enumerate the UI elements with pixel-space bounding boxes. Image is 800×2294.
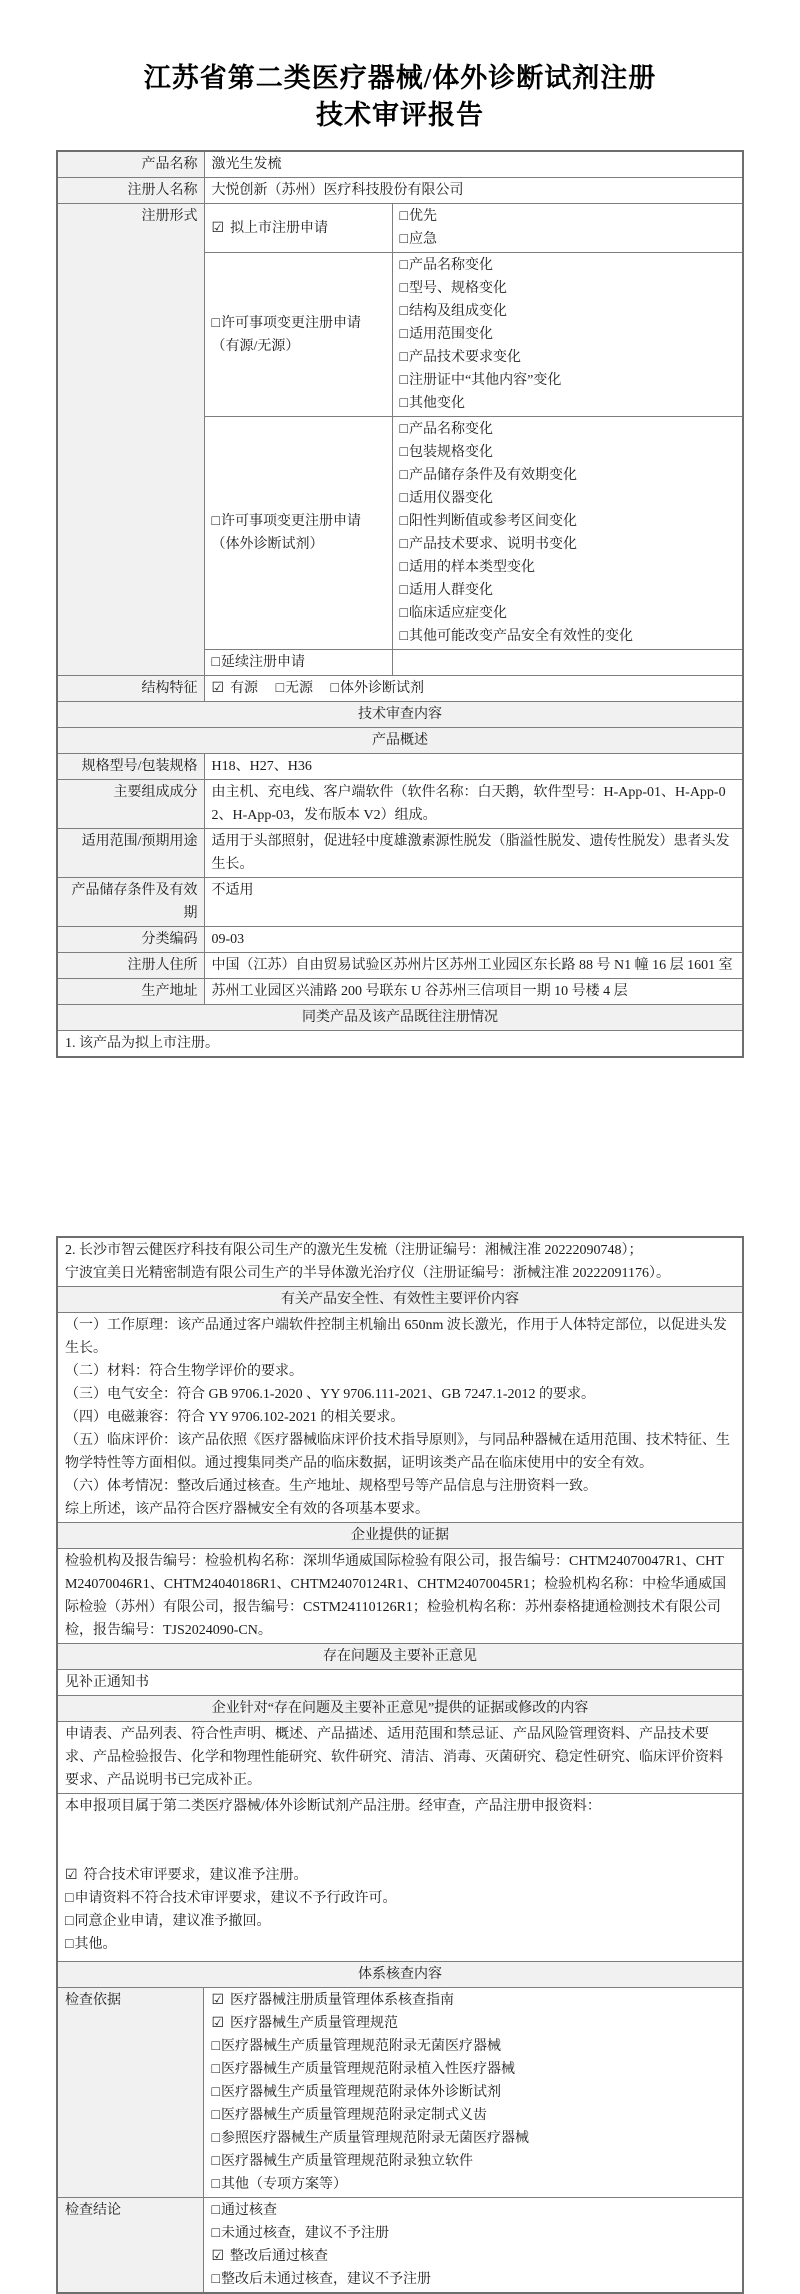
table-row: [57, 927, 743, 953]
safety-evaluation-content: [57, 1313, 743, 1523]
checkbox-item: [212, 681, 259, 696]
checkbox-item: [400, 346, 736, 369]
evaluation-item: （五）临床评价：该产品依照《医疗器械临床评价技术指导原则》，与同品种器械在适用范围、技术特征、生物学特性等方面相似。通过搜集同类产品的临床数据，证明该类产品在临床使用中的安全有效。: [64, 1433, 730, 1471]
checkbox-sublabel: （有源/无源）: [211, 338, 300, 354]
checkbox-item: [400, 277, 736, 300]
checkbox-label: 体外诊断试剂: [340, 681, 424, 696]
checkbox-item: [211, 2222, 735, 2245]
section-header-enterprise-evidence: 企业提供的证据: [57, 1523, 743, 1549]
blank-line: [65, 1818, 735, 1864]
checkbox-item: [400, 510, 736, 533]
checkbox-unchecked-icon: □: [64, 1914, 74, 1929]
checkbox-unchecked-icon: □: [399, 373, 408, 388]
checkbox-unchecked-icon: □: [399, 629, 408, 644]
section-header-technical-review: 技术审查内容: [57, 702, 743, 728]
checkbox-label: 型号、规格变化: [408, 281, 507, 296]
checkbox-label: 其他（专项方案等）: [220, 2177, 347, 2192]
checkbox-unchecked-icon: □: [399, 396, 408, 411]
checkbox-unchecked-icon: □: [211, 514, 220, 529]
checkbox-checked-icon: ☑: [211, 2249, 225, 2264]
product-name-label: 产品名称: [57, 151, 204, 178]
table-row: [57, 829, 743, 878]
checkbox-label: 产品储存条件及有效期变化: [408, 468, 577, 483]
spec-value: H18、H27、H36: [204, 754, 743, 780]
review-conclusion-cell: [57, 1794, 743, 1962]
checkbox-item: [276, 681, 313, 696]
checkbox-item: [400, 205, 736, 228]
checkbox-item: [211, 2173, 735, 2196]
change-av-cell: [204, 253, 392, 417]
proposed-registration-cell: [204, 204, 392, 253]
checkbox-unchecked-icon: □: [399, 445, 408, 460]
checkbox-unchecked-icon: □: [399, 468, 408, 483]
checkbox-item: [211, 2127, 735, 2150]
table-row: [57, 979, 743, 1005]
scope-label: 适用范围/预期用途: [57, 829, 204, 878]
checkbox-label: 拟上市注册申请: [230, 220, 329, 236]
checkbox-unchecked-icon: □: [211, 315, 220, 331]
checkbox-unchecked-icon: □: [211, 2154, 220, 2169]
registrant-address-label: 注册人住所: [57, 953, 204, 979]
checkbox-label: 包装规格变化: [408, 445, 493, 460]
class-code-label: 分类编码: [57, 927, 204, 953]
components-value: 由主机、充电线、客户端软件（软件名称：白天鹅，软件型号：H-App-01、H-App-02、H-App-03，发布版本 V2）组成。: [204, 780, 743, 829]
table-row: [57, 204, 743, 253]
checkbox-label: 整改后通过核查: [230, 2249, 329, 2264]
checkbox-unchecked-icon: □: [211, 2226, 220, 2241]
checkbox-checked-icon: ☑: [64, 1868, 78, 1883]
checkbox-label: 延续注册申请: [220, 655, 305, 670]
section-header-system-inspection: 体系核查内容: [57, 1962, 743, 1988]
prior-registration-item-2-line-2: 宁波宜美日光精密制造有限公司生产的半导体激光治疗仪（注册证编号：浙械注准 20222091176）。: [64, 1266, 670, 1281]
checkbox-label: 许可事项变更注册申请: [220, 315, 361, 331]
checkbox-item: [400, 369, 736, 392]
checkbox-label: 医疗器械生产质量管理规范附录定制式义齿: [220, 2108, 487, 2123]
checkbox-label: 适用人群变化: [408, 583, 493, 598]
table-row: [57, 1287, 743, 1313]
checkbox-label: 适用仪器变化: [408, 491, 493, 506]
inspection-result-label: 检查结论: [57, 2198, 204, 2294]
table-row: [57, 702, 743, 728]
checkbox-item: [400, 579, 736, 602]
checkbox-label: 通过核查: [220, 2203, 277, 2218]
checkbox-checked-icon: ☑: [211, 2016, 225, 2031]
prior-registration-item-2-line-1: 2. 长沙市智云健医疗科技有限公司生产的激光生发梳（注册证编号：湘械注准 20222090748）；: [64, 1243, 643, 1258]
table-row: [57, 1237, 743, 1287]
table-row: [57, 1005, 743, 1031]
table-row: [57, 1988, 743, 2198]
registrant-name-label: 注册人名称: [57, 178, 204, 204]
checkbox-label: 医疗器械注册质量管理体系核查指南: [230, 1993, 455, 2008]
checkbox-item: [211, 2199, 735, 2222]
checkbox-item: [400, 625, 736, 648]
checkbox-item: [400, 323, 736, 346]
checkbox-unchecked-icon: □: [399, 491, 408, 506]
checkbox-unchecked-icon: □: [399, 537, 408, 552]
checkbox-label: 整改后未通过核查，建议不予注册: [220, 2272, 431, 2287]
checkbox-item: [211, 2058, 735, 2081]
change-ivd-cell: [204, 417, 392, 650]
checkbox-unchecked-icon: □: [211, 2203, 220, 2218]
checkbox-label: 产品名称变化: [408, 422, 493, 437]
checkbox-sublabel: （体外诊断试剂）: [211, 537, 324, 552]
checkbox-checked-icon: ☑: [211, 1993, 225, 2008]
checkbox-label: 医疗器械生产质量管理规范: [230, 2016, 399, 2031]
table-row: [57, 1696, 743, 1722]
checkbox-label: 产品技术要求变化: [408, 350, 521, 365]
checkbox-unchecked-icon: □: [211, 2062, 220, 2077]
checkbox-item: [212, 221, 329, 236]
checkbox-label: 临床适应症变化: [408, 606, 507, 621]
table-row: [57, 1794, 743, 1962]
registration-form-label: 注册形式: [57, 204, 204, 676]
checkbox-item: [211, 2081, 735, 2104]
checkbox-checked-icon: ☑: [211, 220, 225, 236]
checkbox-item: [400, 441, 736, 464]
checkbox-item: [331, 681, 424, 696]
checkbox-item: [400, 228, 736, 251]
checkbox-unchecked-icon: □: [211, 655, 220, 670]
checkbox-label: 医疗器械生产质量管理规范附录体外诊断试剂: [220, 2085, 501, 2100]
checkbox-label: 其他可能改变产品安全有效性的变化: [408, 629, 633, 644]
section-header-corrections: 企业针对“存在问题及主要补正意见”提供的证据或修改的内容: [57, 1696, 743, 1722]
checkbox-item: [65, 1933, 735, 1956]
checkbox-unchecked-icon: □: [399, 304, 408, 319]
production-address-label: 生产地址: [57, 979, 204, 1005]
table-row: [57, 878, 743, 927]
checkbox-unchecked-icon: □: [211, 2177, 220, 2192]
production-address-value: 苏州工业园区兴浦路 200 号联东 U 谷苏州三信项目一期 10 号楼 4 层: [204, 979, 743, 1005]
checkbox-label: 有源: [230, 681, 259, 696]
inspection-basis-label: 检查依据: [57, 1988, 204, 2198]
checkbox-label: 适用范围变化: [408, 327, 493, 342]
checkbox-unchecked-icon: □: [399, 327, 408, 342]
enterprise-evidence-content: 检验机构及报告编号：检验机构名称：深圳华通威国际检验有限公司，报告编号：CHTM24070047R1、CHTM24070046R1、CHTM24040186R1、CHTM24070124R1、CHTM24070045R1；检验机构名称：中检华通威国际检验（苏州）有限公司，报告编号：CSTM24110126R1；检验机构名称：苏州泰格捷通检测技术有限公司检，报告编号：TJS2024090-CN。: [57, 1549, 743, 1644]
checkbox-item: [212, 655, 305, 670]
checkbox-unchecked-icon: □: [399, 209, 408, 224]
checkbox-label: 注册证中“其他内容”变化: [408, 373, 562, 388]
checkbox-label: 其他变化: [408, 396, 465, 411]
checkbox-unchecked-icon: □: [399, 422, 408, 437]
registrant-name-value: 大悦创新（苏州）医疗科技股份有限公司: [204, 178, 743, 204]
table-row: [57, 728, 743, 754]
checkbox-label: 申请资料不符合技术审评要求，建议不予行政许可。: [74, 1891, 397, 1906]
checkbox-unchecked-icon: □: [275, 681, 285, 696]
change-ivd-options-cell: [392, 417, 743, 650]
checkbox-item: [400, 602, 736, 625]
issues-content: 见补正通知书: [57, 1670, 743, 1696]
checkbox-item: [211, 2150, 735, 2173]
structure-feature-label: 结构特征: [57, 676, 204, 702]
inspection-result-options: [204, 2198, 743, 2294]
checkbox-label: 许可事项变更注册申请: [220, 514, 361, 529]
structure-feature-value: [204, 676, 743, 702]
prior-registration-item-1: 1. 该产品为拟上市注册。: [57, 1031, 743, 1058]
checkbox-label: 参照医疗器械生产质量管理规范附录无菌医疗器械: [220, 2131, 529, 2146]
product-name-value: 激光生发梳: [204, 151, 743, 178]
checkbox-unchecked-icon: □: [64, 1937, 74, 1952]
storage-value: 不适用: [204, 878, 743, 927]
checkbox-item: [65, 1910, 735, 1933]
page-title: [0, 0, 800, 134]
class-code-value: 09-03: [204, 927, 743, 953]
table-row: [57, 178, 743, 204]
checkbox-label: 医疗器械生产质量管理规范附录无菌医疗器械: [220, 2039, 501, 2054]
table-row: [57, 780, 743, 829]
table-row: [57, 2198, 743, 2294]
table-row: [57, 1722, 743, 1794]
storage-label: 产品储存条件及有效期: [57, 878, 204, 927]
checkbox-unchecked-icon: □: [399, 514, 408, 529]
checkbox-unchecked-icon: □: [64, 1891, 74, 1906]
renewal-empty-cell: [392, 650, 743, 676]
checkbox-item: [400, 392, 736, 415]
checkbox-unchecked-icon: □: [330, 681, 339, 696]
page-title-line-1: 江苏省第二类医疗器械/体外诊断试剂注册: [143, 63, 657, 93]
checkbox-item: [212, 510, 385, 533]
checkbox-unchecked-icon: □: [399, 560, 408, 575]
checkbox-unchecked-icon: □: [211, 2131, 220, 2146]
checkbox-label: 阳性判断值或参考区间变化: [408, 514, 577, 529]
checkbox-item: [211, 2035, 735, 2058]
evaluation-item: （二）材料：符合生物学评价的要求。: [64, 1364, 303, 1379]
report-table-2: [56, 1236, 744, 2294]
registrant-address-value: 中国（江苏）自由贸易试验区苏州片区苏州工业园区东长路 88 号 N1 幢 16 层 1601 室: [204, 953, 743, 979]
checkbox-item: [212, 312, 385, 335]
table-row: [57, 1549, 743, 1644]
evaluation-item: （一）工作原理：该产品通过客户端软件控制主机输出 650nm 波长激光，作用于人体特定部位，以促进头发生长。: [64, 1318, 727, 1356]
checkbox-unchecked-icon: □: [399, 350, 408, 365]
scope-value: 适用于头部照射，促进轻中度雄激素源性脱发（脂溢性脱发、遗传性脱发）患者头发生长。: [204, 829, 743, 878]
checkbox-item: [65, 1887, 735, 1910]
table-row: [57, 151, 743, 178]
checkbox-label: 应急: [408, 232, 437, 247]
checkbox-item: [400, 300, 736, 323]
checkbox-item: [211, 2268, 735, 2291]
checkbox-label: 优先: [408, 209, 437, 224]
checkbox-unchecked-icon: □: [399, 232, 408, 247]
checkbox-item: [400, 464, 736, 487]
checkbox-unchecked-icon: □: [211, 2039, 220, 2054]
checkbox-item: [400, 556, 736, 579]
checkbox-item: [211, 1989, 735, 2012]
table-row: [57, 1670, 743, 1696]
section-header-prior-registration: 同类产品及该产品既往注册情况: [57, 1005, 743, 1031]
table-row: [57, 1644, 743, 1670]
checkbox-unchecked-icon: □: [399, 258, 408, 273]
spec-label: 规格型号/包装规格: [57, 754, 204, 780]
report-table-1: [56, 150, 744, 1058]
checkbox-label: 符合技术审评要求，建议准予注册。: [83, 1868, 308, 1883]
checkbox-label: 医疗器械生产质量管理规范附录独立软件: [220, 2154, 473, 2169]
checkbox-label: 其他。: [74, 1937, 117, 1952]
checkbox-unchecked-icon: □: [399, 583, 408, 598]
table-row: [57, 1523, 743, 1549]
table-row: [57, 754, 743, 780]
corrections-content: 申请表、产品列表、符合性声明、概述、产品描述、适用范围和禁忌证、产品风险管理资料、产品技术要求、产品检验报告、化学和物理性能研究、软件研究、清洁、消毒、灭菌研究、稳定性研究、临床评价资料要求、产品说明书已完成补正。: [57, 1722, 743, 1794]
checkbox-label: 无源: [285, 681, 314, 696]
checkbox-label: 医疗器械生产质量管理规范附录植入性医疗器械: [220, 2062, 515, 2077]
checkbox-item: [400, 533, 736, 556]
table-row: [57, 676, 743, 702]
checkbox-unchecked-icon: □: [399, 606, 408, 621]
checkbox-checked-icon: ☑: [211, 681, 225, 696]
section-header-product-overview: 产品概述: [57, 728, 743, 754]
checkbox-item: [211, 2012, 735, 2035]
priority-options-cell: [392, 204, 743, 253]
evaluation-item: 综上所述，该产品符合医疗器械安全有效的各项基本要求。: [64, 1502, 429, 1517]
checkbox-label: 结构及组成变化: [408, 304, 507, 319]
blank-line: [65, 1956, 735, 1960]
components-label: 主要组成成分: [57, 780, 204, 829]
table-row: [57, 1962, 743, 1988]
checkbox-item: [400, 254, 736, 277]
evaluation-item: （四）电磁兼容：符合 YY 9706.102-2021 的相关要求。: [64, 1410, 405, 1425]
evaluation-item: （六）体考情况：整改后通过核查。生产地址、规格型号等产品信息与注册资料一致。: [64, 1479, 597, 1494]
section-header-issues: 存在问题及主要补正意见: [57, 1644, 743, 1670]
checkbox-unchecked-icon: □: [399, 281, 408, 296]
checkbox-unchecked-icon: □: [211, 2085, 220, 2100]
inspection-basis-options: [204, 1988, 743, 2198]
checkbox-unchecked-icon: □: [211, 2108, 220, 2123]
review-conclusion-intro: 本申报项目属于第二类医疗器械/体外诊断试剂产品注册。经审查，产品注册申报资料：: [64, 1799, 601, 1814]
change-av-options-cell: [392, 253, 743, 417]
checkbox-label: 产品名称变化: [408, 258, 493, 273]
checkbox-label: 同意企业申请，建议准予撤回。: [74, 1914, 271, 1929]
checkbox-label: 产品技术要求、说明书变化: [408, 537, 577, 552]
checkbox-item: [400, 418, 736, 441]
table-row: [57, 1031, 743, 1058]
checkbox-unchecked-icon: □: [211, 2272, 220, 2287]
section-header-safety-evaluation: 有关产品安全性、有效性主要评价内容: [57, 1287, 743, 1313]
table-row: [57, 953, 743, 979]
evaluation-item: （三）电气安全：符合 GB 9706.1-2020 、YY 9706.111-2021、GB 7247.1-2012 的要求。: [64, 1387, 596, 1402]
checkbox-item: [400, 487, 736, 510]
checkbox-label: 未通过核查，建议不予注册: [220, 2226, 389, 2241]
prior-registration-item-2: [57, 1237, 743, 1287]
checkbox-item: [211, 2104, 735, 2127]
renewal-cell: [204, 650, 392, 676]
checkbox-item: [65, 1864, 735, 1887]
checkbox-label: 适用的样本类型变化: [408, 560, 535, 575]
checkbox-item: [211, 2245, 735, 2268]
page-title-line-2: 技术审评报告: [316, 100, 484, 130]
table-row: [57, 1313, 743, 1523]
